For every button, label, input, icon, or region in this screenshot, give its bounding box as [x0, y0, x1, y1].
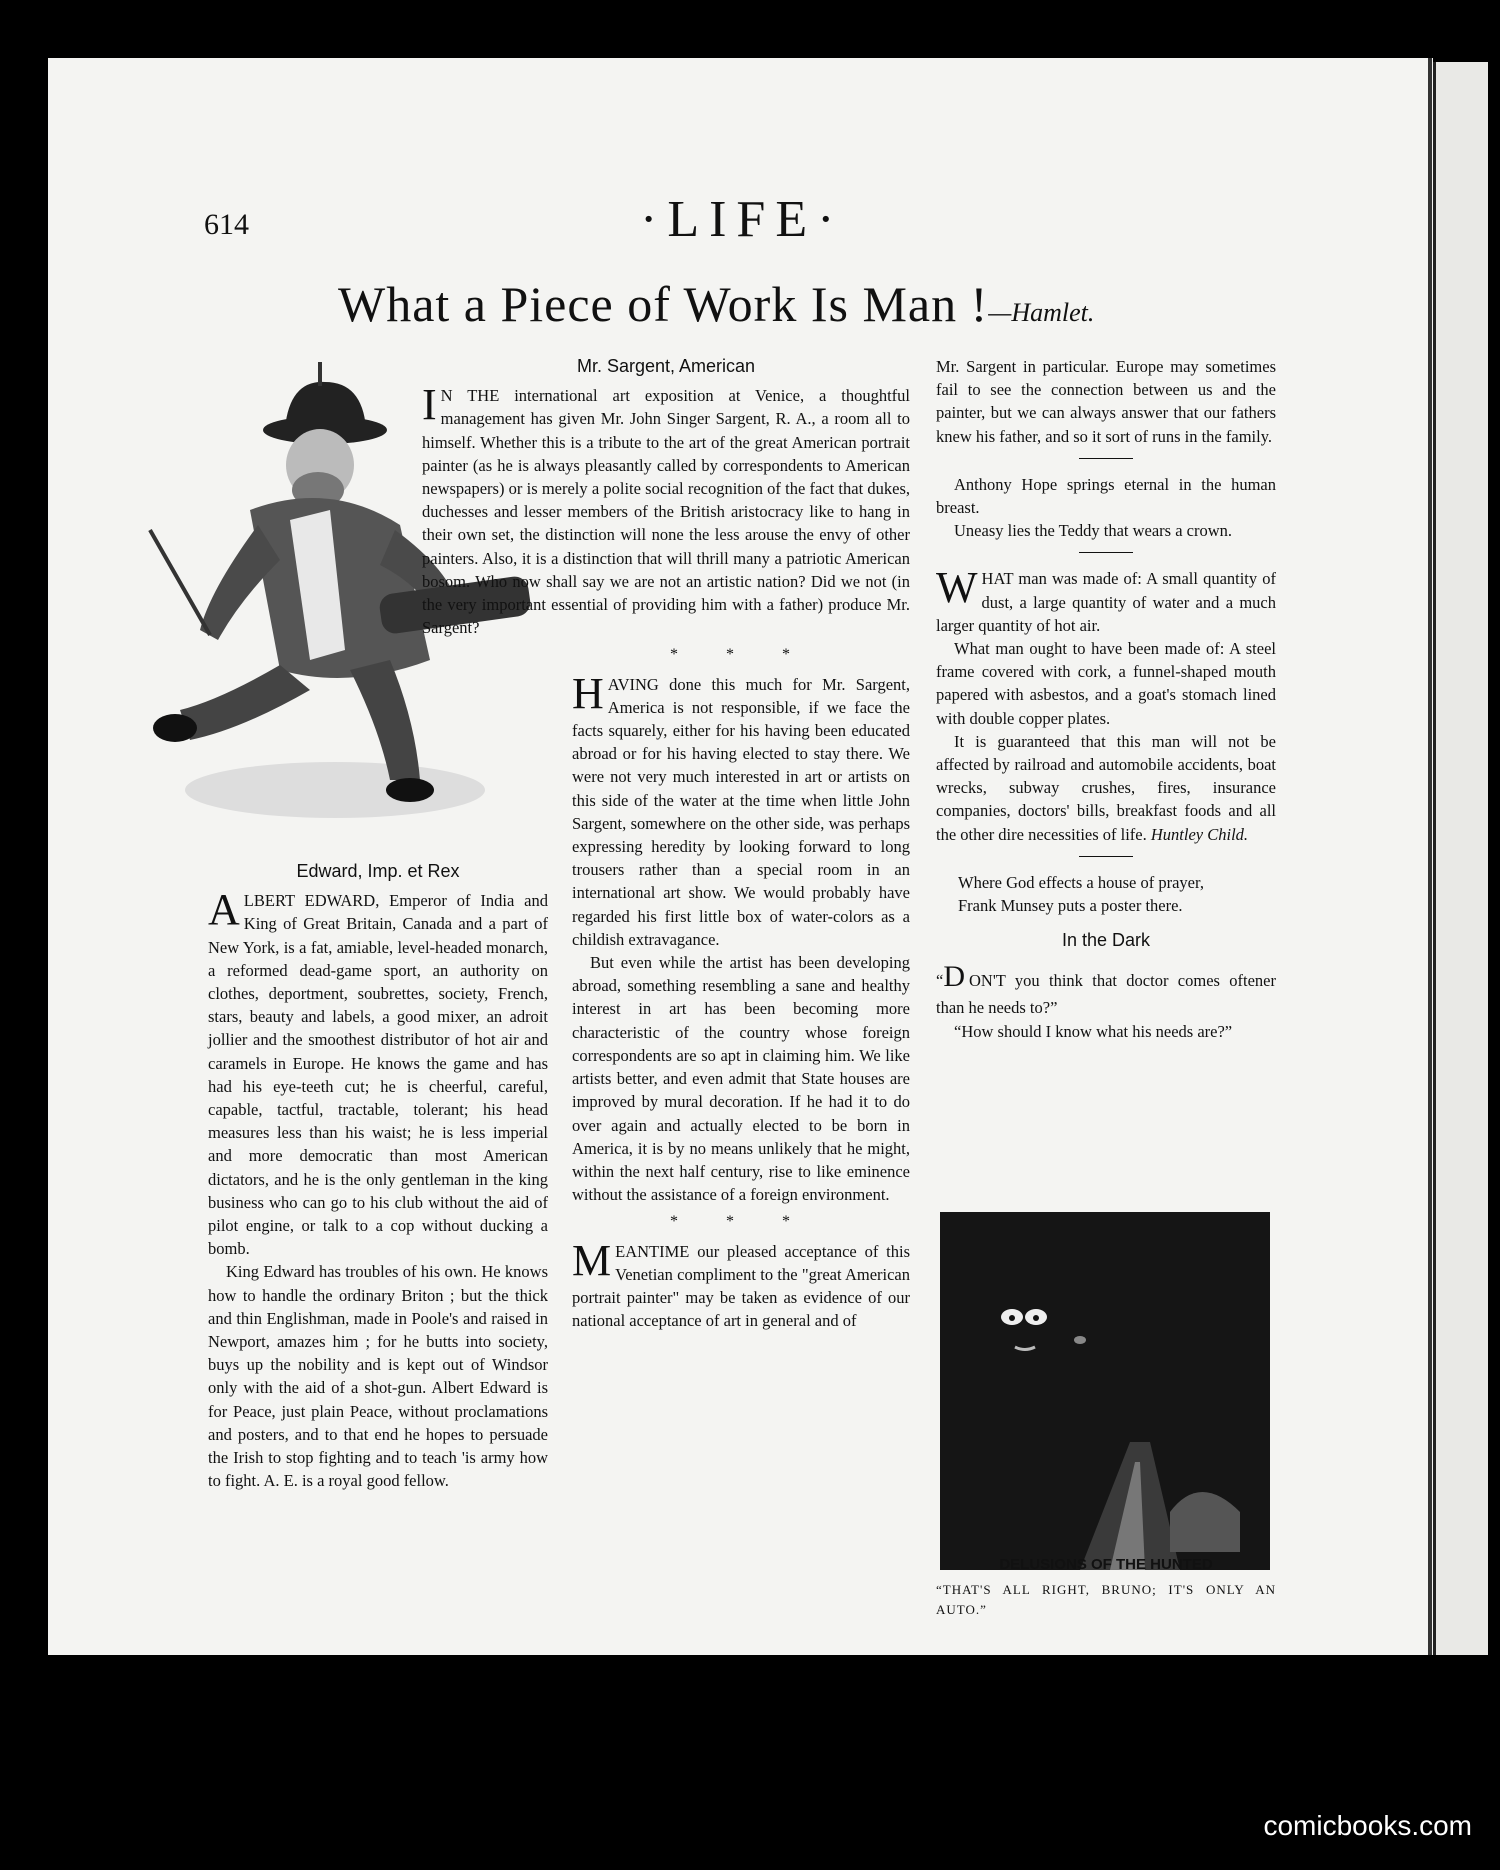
section-divider-stars: * * *	[670, 1213, 812, 1231]
paragraph: Anthony Hope springs eternal in the human breast.	[936, 474, 1276, 518]
paragraph	[422, 380, 910, 639]
paragraph	[572, 668, 910, 951]
paragraph	[936, 563, 1276, 637]
paragraph-text: AVING done this much for Mr. Sargent, America is not responsible, if we face the facts squarely, either for his having been educated abroad or for his having elected to stay there. We were not very much interested in art or artists on this side of the water at the time when little John Sargent, somewhere on the other side, was perhaps expressing heredity by looking forward to long trousers rather than a special room in an international art show. We would probably have regarded his first little box of water-colors as a childish extravagance.	[572, 674, 910, 949]
headline-text: What a Piece of Work Is Man !	[338, 276, 989, 332]
page-spine	[1428, 58, 1432, 1655]
paragraph-text: ON'T you think that doctor comes oftener than he needs to?”	[936, 971, 1276, 1018]
delusions-cartoon	[940, 1212, 1270, 1570]
paragraph: But even while the artist has been developing abroad, something resembling a sane and healthy interest in art has been becoming more characteristic of the country whose foreign correspondents are so apt in claiming him. We like artists better, and even admit that State houses are improved by mural decoration. If he had it to do over again and actually elected to be born in America, it is by no means unlikely that he might, within the next half century, rise to like eminence without the assistance of a foreign environment.	[572, 953, 910, 1205]
drop-cap: W	[936, 563, 978, 613]
paragraph-text: LBERT EDWARD, Emperor of India and King of Great Britain, Canada and a part of New York, is a fat, amiable, level-headed monarch, a reformed dead-game sport, an authority on clothes, deportment, soubrettes, society, French, stars, beauty and labels, a good mixer, an adroit jollier and the smoothest distributor of hot air and caramels in Europe. He knows the game and has had his eye-teeth cut; he is cheerful, careful, capable, tactful, tractable, tolerant; his head measures less than his waist; he is less imperial and more democratic than most American dictators, and he is the only gentleman in the king business who can go to his club without the aid of pilot engine, or talk to a cop without ducking a bomb.	[208, 891, 548, 1259]
section-heading-edward: Edward, Imp. et Rex	[296, 861, 460, 881]
drop-cap: D	[943, 960, 965, 994]
page-number: 614	[204, 208, 249, 241]
author-signature: Huntley Child.	[1150, 824, 1249, 844]
drop-cap: A	[208, 885, 240, 935]
paragraph: Mr. Sargent in particular. Europe may sometimes fail to see the connection between us and the painter, but we can always answer that our fathers knew his father, and so it sort of runs in the family.	[936, 357, 1276, 446]
cartoon-quote: “THAT'S ALL RIGHT, BRUNO; IT'S ONLY AN AUTO.”	[936, 1582, 1276, 1617]
drop-cap: H	[572, 668, 604, 718]
paragraph: King Edward has troubles of his own. He knows how to handle the ordinary Briton ; but the thick and thin Englishman, made in Poole's and raised in Newport, amazes him ; for he butts into society, buys up the nobility and is kept out of Windsor only with the aid of a shot-gun. Albert Edward is for Peace, just plain Peace, without proclamations and posters, and to that end he hopes to persuade the Irish to stop fighting and to teach 'is army how to fight. A. E. is a royal good fellow.	[208, 1262, 548, 1491]
paragraph: Uneasy lies the Teddy that wears a crown.	[954, 521, 1233, 541]
headline-attribution: —Hamlet.	[988, 298, 1095, 327]
paragraph: “How should I know what his needs are?”	[954, 1021, 1233, 1041]
verse-line: Frank Munsey puts a poster there.	[958, 896, 1183, 916]
divider-rule	[1079, 458, 1133, 459]
watermark: comicbooks.com	[1263, 1810, 1472, 1841]
paragraph	[208, 885, 548, 1260]
paragraph-text: It is guaranteed that this man will not be affected by railroad and automobile accidents, boat wrecks, subway crushes, fires, insurance companies, doctors' bills, breakfast foods and all the other dire necessities of life.	[936, 731, 1276, 844]
divider-rule	[1079, 552, 1133, 553]
next-page-edge	[1433, 62, 1488, 1655]
section-heading-sargent: Mr. Sargent, American	[576, 356, 756, 376]
paragraph	[936, 730, 1276, 846]
paragraph: What man ought to have been made of: A steel frame covered with cork, a funnel-shaped mouth papered with asbestos, and a goat's stomach lined with double copper plates.	[936, 639, 1276, 728]
drop-cap: I	[422, 380, 437, 430]
divider-rule	[1079, 856, 1133, 857]
masthead: ·LIFE·	[640, 191, 845, 248]
paragraph-text: EANTIME our pleased acceptance of this Venetian compliment to the "great American portrait painter" may be taken as evidence of our national acceptance of art in general and of	[572, 1241, 910, 1331]
paragraph-text: HAT man was made of: A small quantity of dust, a large quantity of water and a much larger quantity of hot air.	[936, 569, 1276, 635]
column-right	[936, 355, 1276, 1043]
column-sargent	[422, 355, 910, 1332]
section-divider-stars: * * *	[670, 646, 812, 664]
paragraph-text: N THE international art exposition at Venice, a thoughtful management has given Mr. John Singer Sargent, R. A., a room all to himself. Whether this is a tribute to the art of the great American portrait painter (as he is always pleasantly called by correspondents to American newspapers) or is merely a polite social recognition of the fact that dukes, duchesses and lesser members of the British aristocracy like to hang in their own set, the distinction will none the less arouse the envy of other painters. Also, it is a distinction that will thrill many a patriotic American bosom. Who now shall say we are not an artistic nation? Did we not (in the very important essential of providing him with a father) produce Mr. Sargent?	[422, 386, 910, 638]
drop-cap: M	[572, 1235, 612, 1285]
paragraph	[936, 958, 1276, 1019]
column-edward	[208, 860, 548, 1492]
headline	[338, 275, 1094, 333]
verse-line: Where God effects a house of prayer,	[958, 872, 1204, 892]
quote-mark: “	[936, 971, 944, 991]
section-heading-dark: In the Dark	[1061, 930, 1151, 951]
paragraph	[572, 1235, 910, 1333]
cartoon-caption: DELUSIONS OF THE HUNTED	[999, 1556, 1213, 1573]
